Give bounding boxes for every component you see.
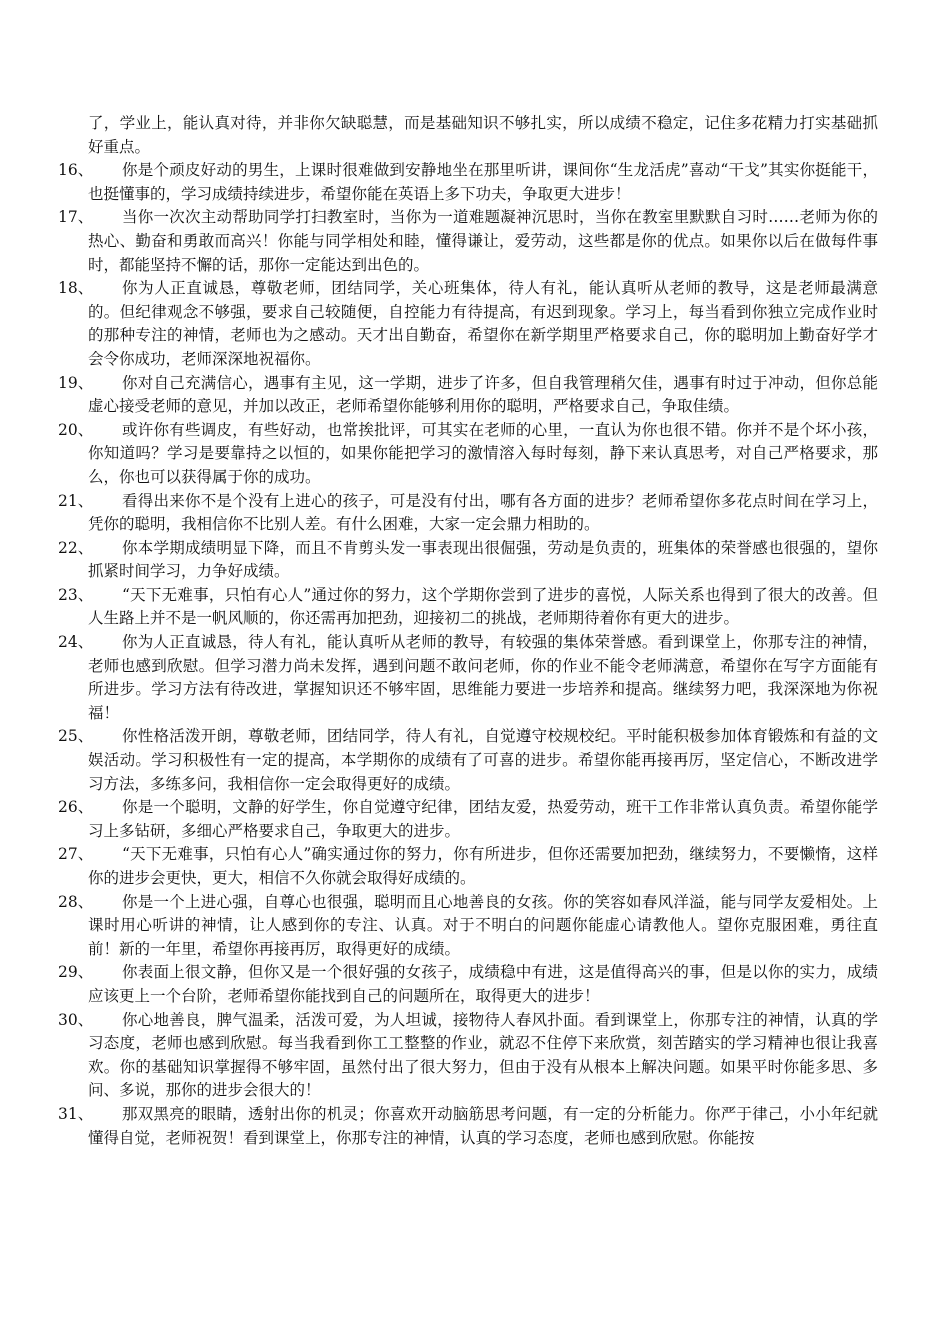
comment-item	[0, 206, 878, 277]
comment-item	[0, 584, 878, 631]
comment-number: 31、	[58, 1104, 94, 1123]
comment-number: 29、	[58, 963, 94, 982]
comment-item	[0, 796, 878, 843]
comment-number: 27、	[58, 845, 94, 864]
comment-item	[0, 277, 878, 371]
comment-item	[0, 537, 878, 584]
comment-text: “天下无难事，只怕有心人”确实通过你的努力，你有所进步，但你还需要加把劲，继续努力，不要懒惰，这样你的进步会更快，更大，相信不久你就会取得好成绩的。	[88, 845, 878, 887]
comment-item	[0, 631, 878, 725]
comment-number: 25、	[58, 727, 94, 746]
comment-number: 26、	[58, 798, 94, 817]
comment-number: 16、	[58, 161, 94, 180]
comment-number: 23、	[58, 585, 94, 604]
comment-text: 你本学期成绩明显下降，而且不肯剪头发一事表现出很倔强，劳动是负责的，班集体的荣誉感也很强的，望你抓紧时间学习，力争好成绩。	[88, 538, 878, 581]
comment-text: “天下无难事，只怕有心人”通过你的努力，这个学期你尝到了进步的喜悦，人际关系也得到了很大的改善。但人生路上并不是一帆风顺的，你还需再加把劲，迎接初二的挑战，老师期待着你有更大的进步。	[88, 585, 878, 628]
comment-item	[0, 419, 878, 490]
comment-number: 18、	[58, 279, 94, 298]
comment-item	[0, 961, 878, 1008]
comment-text: 你对自己充满信心，遇事有主见，这一学期，进步了许多，但自我管理稍欠佳，遇事有时过于冲动，但你总能虚心接受老师的意见，并加以改正，老师希望你能够利用你的聪明，严格要求自己，争取佳绩。	[88, 373, 878, 416]
comment-number: 20、	[58, 420, 94, 439]
comment-text: 你是个顽皮好动的男生，上课时很难做到安静地坐在那里听讲，课间你“生龙活虎”喜动“干戈”其实你挺能干，也挺懂事的，学习成绩持续进步，希望你能在英语上多下功夫，争取更大进步！	[88, 161, 878, 203]
comment-text: 看得出来你不是个没有上进心的孩子，可是没有付出，哪有各方面的进步？老师希望你多花点时间在学习上，凭你的聪明，我相信你不比别人差。有什么困难，大家一定会鼎力相助的。	[88, 491, 878, 534]
comment-number: 28、	[58, 892, 94, 911]
comment-list	[0, 159, 950, 1150]
comment-number: 24、	[58, 633, 94, 652]
comment-text: 你是一个上进心强，自尊心也很强，聪明而且心地善良的女孩。你的笑容如春风洋溢，能与同学友爱相处。上课时用心听讲的神情，让人感到你的专注、认真。对于不明白的问题你能虚心请教他人。望你克服困难，勇往直前！新的一年里，希望你再接再厉，取得更好的成绩。	[88, 892, 878, 958]
comment-item	[0, 490, 878, 537]
comment-text: 你为人正直诚恳，尊敬老师，团结同学，关心班集体，待人有礼，能认真听从老师的教导，这是老师最满意的。但纪律观念不够强，要求自己较随便，自控能力有待提高，有迟到现象。学习上，每当看到你独立完成作业时的那种专注的神情，老师也为之感动。天才出自勤奋，希望你在新学期里严格要求自己，你的聪明加上勤奋好学才会令你成功，老师深深地祝福你。	[88, 279, 878, 368]
comment-text: 或许你有些调皮，有些好动，也常挨批评，可其实在老师的心里，一直认为你也很不错。你并不是个坏小孩，你知道吗？学习是要靠持之以恒的，如果你能把学习的激情溶入每时每刻，静下来认真思考，对自己严格要求，那么，你也可以获得属于你的成功。	[88, 420, 878, 486]
comment-item	[0, 1009, 878, 1103]
comment-text: 那双黑亮的眼睛，透射出你的机灵；你喜欢开动脑筋思考问题，有一定的分析能力。你严于律己，小小年纪就懂得自觉，老师祝贺！看到课堂上，你那专注的神情，认真的学习态度，老师也感到欣慰。你能按	[88, 1104, 878, 1147]
comment-item	[0, 372, 878, 419]
continuation-paragraph: 了，学业上，能认真对待，并非你欠缺聪慧，而是基础知识不够扎实，所以成绩不稳定，记住多花精力打实基础抓好重点。	[88, 114, 878, 156]
comment-item	[0, 1103, 878, 1150]
comment-item	[0, 159, 878, 206]
comment-text: 你性格活泼开朗，尊敬老师，团结同学，待人有礼，自觉遵守校规校纪。平时能积极参加体育锻炼和有益的文娱活动。学习积极性有一定的提高，本学期你的成绩有了可喜的进步。希望你能再接再厉，坚定信心，不断改进学习方法，多练多问，我相信你一定会取得更好的成绩。	[88, 727, 878, 793]
comment-text: 你是一个聪明，文静的好学生，你自觉遵守纪律，团结友爱，热爱劳动，班干工作非常认真负责。希望你能学习上多钻研，多细心严格要求自己，争取更大的进步。	[88, 798, 878, 840]
document-body	[0, 112, 950, 1150]
comment-item	[0, 843, 878, 890]
comment-text: 你表面上很文静，但你又是一个很好强的女孩子，成绩稳中有进，这是值得高兴的事，但是以你的实力，成绩应该更上一个台阶，老师希望你能找到自己的问题所在，取得更大的进步！	[88, 963, 878, 1005]
comment-number: 21、	[58, 491, 94, 510]
comment-text: 当你一次次主动帮助同学打扫教室时，当你为一道难题凝神沉思时，当你在教室里默默自习时……老师为你的热心、勤奋和勇敢而高兴！你能与同学相处和睦，懂得谦让，爱劳动，这些都是你的优点。如果你以后在做每件事时，都能坚持不懈的话，那你一定能达到出色的。	[88, 208, 878, 274]
comment-item	[0, 891, 878, 962]
comment-text: 你心地善良，脾气温柔，活泼可爱，为人坦诚，接物待人春风扑面。看到课堂上，你那专注的神情，认真的学习态度，老师也感到欣慰。每当我看到你工工整整的作业，就忍不住停下来欣赏，刻苦踏实的学习精神也很让我喜欢。你的基础知识掌握得不够牢固，虽然付出了很大努力，但由于没有从根本上解决问题。如果平时你能多思、多问、多说，那你的进步会很大的！	[88, 1010, 878, 1100]
comment-item	[0, 725, 878, 796]
comment-number: 17、	[58, 208, 94, 227]
comment-number: 30、	[58, 1010, 94, 1029]
comment-number: 22、	[58, 538, 94, 557]
comment-number: 19、	[58, 373, 94, 392]
comment-text: 你为人正直诚恳，待人有礼，能认真听从老师的教导，有较强的集体荣誉感。看到课堂上，你那专注的神情，老师也感到欣慰。但学习潜力尚未发挥，遇到问题不敢问老师，你的作业不能令老师满意，希望你在写字方面能有所进步。学习方法有待改进，掌握知识还不够牢固，思维能力要进一步培养和提高。继续努力吧，我深深地为你祝福！	[88, 633, 878, 722]
